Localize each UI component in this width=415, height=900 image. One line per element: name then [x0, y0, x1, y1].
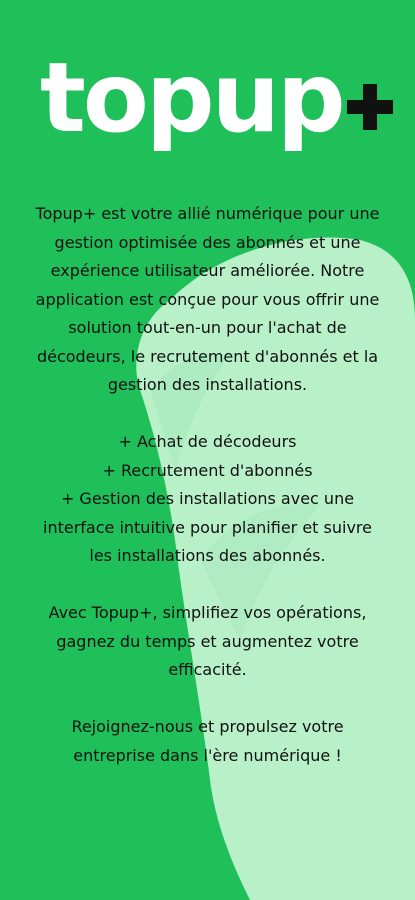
feature-item: + Gestion des installations avec une interface intuitive pour planifier et suivre les installations des abonnés. [43, 489, 372, 565]
benefit-paragraph: Avec Topup+, simplifiez vos opérations, gagnez du temps et augmentez votre efficacité. [48, 603, 367, 679]
logo-wordmark: topup [40, 42, 343, 154]
app-description [30, 200, 385, 770]
cta-paragraph: Rejoignez-nous et propulsez votre entreprise dans l'ère numérique ! [71, 717, 344, 765]
feature-item: + Achat de décodeurs [118, 432, 297, 451]
feature-item: + Recrutement d'abonnés [102, 460, 313, 480]
app-logo [40, 42, 393, 154]
intro-paragraph: Topup+ est votre allié numérique pour une gestion optimisée des abonnés et une expérience utilisateur améliorée. Notre application est conçue pour vous offrir une solution tout-en-un pour l'achat de décodeurs, le recrutement d'abonnés et la gestion des installations. [35, 204, 380, 394]
plus-icon [347, 84, 393, 130]
